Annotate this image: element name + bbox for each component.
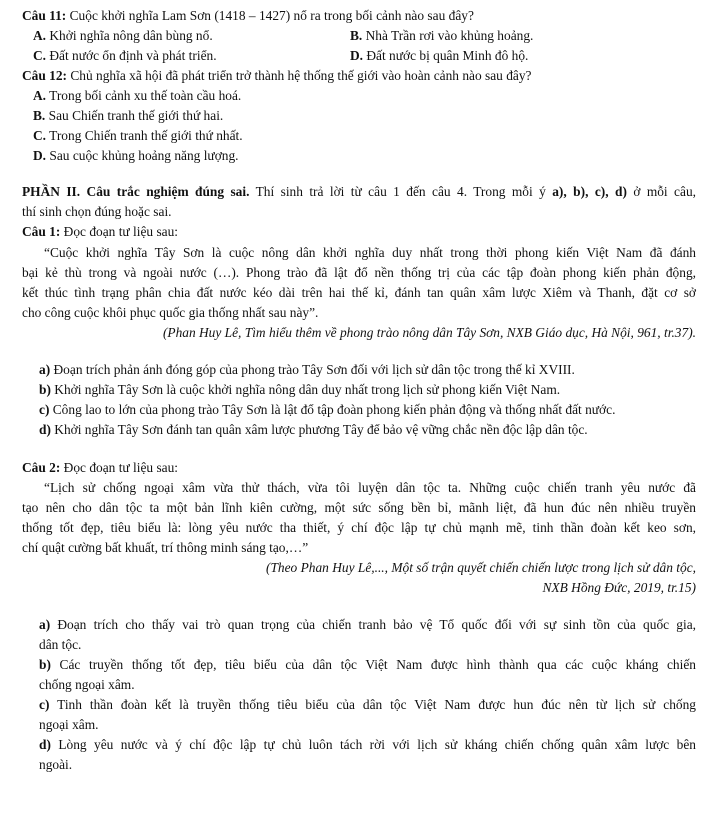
- option-key: B.: [33, 108, 46, 123]
- s2-passage-line: tạo nên cho dân tộc ta một bản lĩnh kiên cường, một sức sống bền bỉ, mãnh liệt, đã hun đúc nên nhiều truyền: [22, 500, 696, 515]
- s1-stem: [22, 222, 178, 241]
- statement-key: c): [39, 697, 50, 712]
- s2-passage-line: chí quật cường bất khuất, trí thông minh sáng tạo,…”: [22, 540, 309, 555]
- s1-lead: Đọc đoạn tư liệu sau:: [60, 224, 179, 239]
- part2-title: PHẦN II. Câu trắc nghiệm đúng sai.: [22, 184, 250, 199]
- option-key: C.: [33, 48, 47, 63]
- option-key: D.: [350, 48, 364, 63]
- statement-text: Khởi nghĩa Tây Sơn là cuộc khởi nghĩa nông dân duy nhất trong lịch sử phong kiến Việt Nam.: [50, 382, 561, 397]
- q11-text: Cuộc khởi nghĩa Lam Sơn (1418 – 1427) nổ ra trong bối cảnh nào sau đây?: [66, 8, 474, 23]
- q12-stem: [22, 66, 532, 85]
- q11-label: Câu 11:: [22, 8, 67, 23]
- option-key: B.: [350, 28, 363, 43]
- statement-key: d): [39, 737, 51, 752]
- option-key: C.: [33, 128, 47, 143]
- s1-statement-c: [39, 400, 615, 419]
- s2-stem: [22, 458, 178, 477]
- s2-statement-d: [39, 735, 696, 754]
- statement-key: a): [39, 362, 51, 377]
- statement-key: a): [39, 617, 51, 632]
- option-text: Sau Chiến tranh thế giới thứ hai.: [45, 108, 224, 123]
- option-text: Nhà Trần rơi vào khủng hoảng.: [362, 28, 534, 43]
- s2-statement-b: [39, 655, 696, 674]
- statement-key: c): [39, 402, 50, 417]
- part2-key-d: d): [608, 184, 627, 199]
- statement-text: Đoạn trích cho thấy vai trò quan trọng của chiến tranh bảo vệ Tổ quốc đối với sự sinh tồn của quốc gia,: [50, 617, 696, 632]
- statement-key: b): [39, 657, 51, 672]
- statement-key: b): [39, 382, 51, 397]
- statement-text: Lòng yêu nước và ý chí độc lập tự chủ luôn tách rời với lịch sử kháng chiến chống quân xâm lược bên: [50, 737, 696, 752]
- q11-option-a: [33, 26, 213, 45]
- option-key: D.: [33, 148, 47, 163]
- statement-text: Đoạn trích phản ánh đóng góp của phong trào Tây Sơn đối với lịch sử dân tộc trong thế kỉ XVIII.: [50, 362, 575, 377]
- option-text: Đất nước bị quân Minh đô hộ.: [363, 48, 529, 63]
- s2-statement-c-cont: ngoại xâm.: [39, 717, 99, 732]
- s1-passage-line: cho công cuộc khôi phục quốc gia thống nhất sau này”.: [22, 305, 319, 320]
- s1-source: (Phan Huy Lê, Tìm hiểu thêm về phong trào nông dân Tây Sơn, NXB Giáo dục, Hà Nội, 961, tr.37).: [162, 325, 696, 340]
- q12-option-c: [33, 126, 243, 145]
- s2-statement-d-cont: ngoài.: [39, 757, 73, 772]
- statement-text: Công lao to lớn của phong trào Tây Sơn là lật đổ tập đoàn phong kiến phản động và thống nhất đất nước.: [49, 402, 616, 417]
- part2-key-c: c),: [588, 184, 609, 199]
- option-text: Trong bối cảnh xu thế toàn cầu hoá.: [46, 88, 242, 103]
- q11-stem: [22, 6, 474, 25]
- part2-intro-line2: thí sinh chọn đúng hoặc sai.: [22, 204, 172, 219]
- part2-key-a: a),: [552, 184, 567, 199]
- option-key: A.: [33, 28, 47, 43]
- statement-text: Khởi nghĩa Tây Sơn đánh tan quân xâm lược phương Tây để bảo vệ vững chắc nền độc lập dân tộc.: [50, 422, 588, 437]
- q12-label: Câu 12:: [22, 68, 68, 83]
- q12-option-b: [33, 106, 223, 125]
- q11-option-c: [33, 46, 217, 65]
- part2-intro-text: Thí sinh trả lời từ câu 1 đến câu 4. Trong mỗi ý: [249, 184, 553, 199]
- s2-source-line1: (Theo Phan Huy Lê,..., Một số trận quyết chiến chiến lược trong lịch sử dân tộc,: [266, 560, 696, 575]
- q12-option-d: [33, 146, 239, 165]
- s2-label: Câu 2:: [22, 460, 61, 475]
- s1-statement-a: [39, 360, 575, 379]
- part2-intro: [22, 182, 696, 201]
- q12-option-a: [33, 86, 241, 105]
- s2-statement-b-cont: chống ngoại xâm.: [39, 677, 135, 692]
- option-text: Khởi nghĩa nông dân bùng nổ.: [46, 28, 213, 43]
- part2-intro-text: ở mỗi câu,: [626, 184, 696, 199]
- q11-option-d: [350, 46, 528, 65]
- option-text: Đất nước ổn định và phát triển.: [46, 48, 217, 63]
- s2-passage-line: thống tốt đẹp, tiêu biểu là: lòng yêu nước tha thiết, ý chí độc lập tự chủ mạnh mẽ, tinh thần đoàn kết keo sơn,: [22, 520, 696, 535]
- s1-passage-line: bại kẻ thù trong và ngoài nước (…). Phong trào đã lật đổ nền thống trị của các tập đoàn phong kiến phản động,: [22, 265, 696, 280]
- option-text: Sau cuộc khủng hoảng năng lượng.: [46, 148, 239, 163]
- s1-statement-b: [39, 380, 560, 399]
- option-text: Trong Chiến tranh thế giới thứ nhất.: [46, 128, 243, 143]
- s1-label: Câu 1:: [22, 224, 61, 239]
- s2-passage-line: “Lịch sử chống ngoại xâm vừa thử thách, vừa tôi luyện dân tộc ta. Những cuộc chiến tranh yêu nước đã: [44, 480, 696, 495]
- statement-text: Tinh thần đoàn kết là truyền thống tiêu biểu của dân tộc Việt Nam được hun đúc nên từ lịch sử chống: [49, 697, 696, 712]
- part2-key-b: b),: [566, 184, 589, 199]
- q11-option-b: [350, 26, 533, 45]
- s2-source-line2: NXB Hồng Đức, 2019, tr.15): [542, 580, 696, 595]
- statement-text: Các truyền thống tốt đẹp, tiêu biểu của dân tộc Việt Nam được hình thành qua các cuộc kháng chiến: [50, 657, 696, 672]
- s2-statement-a-cont: dân tộc.: [39, 637, 82, 652]
- s1-passage-line: “Cuộc khởi nghĩa Tây Sơn là cuộc nông dân khởi nghĩa duy nhất trong thời phong kiến Việt Nam đã đánh: [44, 245, 696, 260]
- s1-passage-line: kết thúc tình trạng phân chia đất nước kéo dài trên hai thế kỉ, đánh tan quân xâm lược Xiêm và Thanh, đặt cơ sở: [22, 285, 696, 300]
- q12-text: Chủ nghĩa xã hội đã phát triển trở thành hệ thống thế giới vào hoàn cảnh nào sau đây?: [67, 68, 532, 83]
- s2-statement-a: [39, 615, 696, 634]
- s2-lead: Đọc đoạn tư liệu sau:: [60, 460, 179, 475]
- s1-statement-d: [39, 420, 588, 439]
- s2-statement-c: [39, 695, 696, 714]
- option-key: A.: [33, 88, 47, 103]
- statement-key: d): [39, 422, 51, 437]
